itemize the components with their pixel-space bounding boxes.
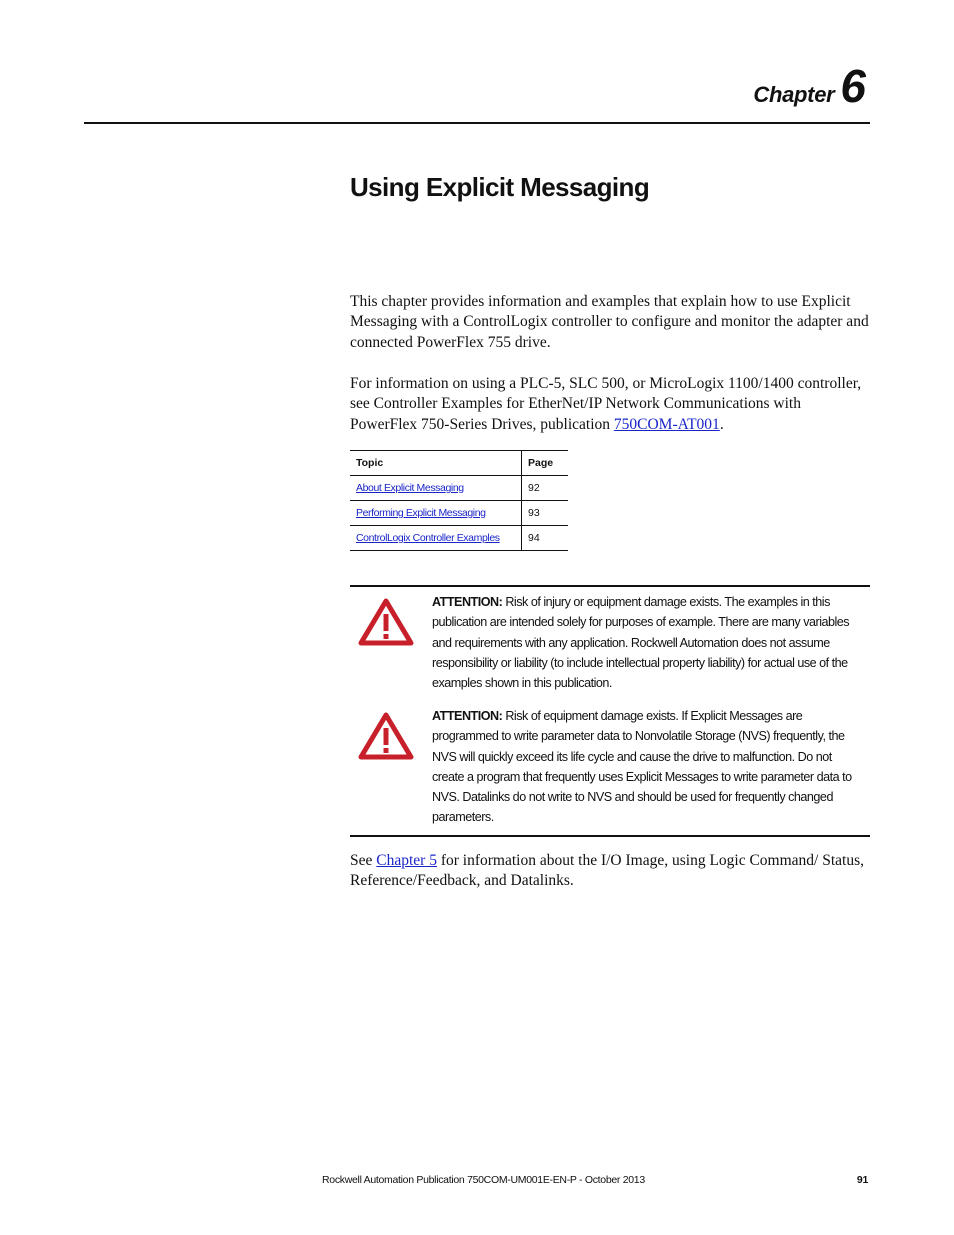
intro-paragraph: This chapter provides information and examples that explain how to use Explicit Messaging with a ControlLogix controller to configure and monitor the adapter and connected PowerFlex 755 drive.	[350, 293, 869, 351]
table-row	[350, 501, 568, 526]
attention-text: Risk of equipment damage exists. If Explicit Messages are programmed to write parameter data to Nonvolatile Storage (NVS) frequently, the NVS will quickly exceed its life cycle and cause the drive to malfunction. Do not create a program that frequently uses Explicit Messages to write parameter data to NVS. Datalinks do not write to NVS and should be used for frequently changed parameters.	[432, 709, 852, 825]
attention-note-1	[432, 592, 864, 693]
see-before: See	[350, 852, 377, 869]
page-header: Page	[522, 451, 569, 476]
topic-header: Topic	[350, 451, 522, 476]
attention-label: ATTENTION:	[432, 595, 503, 609]
topic-page: 93	[522, 501, 569, 526]
publication-link[interactable]: 750COM-AT001	[613, 415, 720, 433]
info-text: For information on using a PLC-5, SLC 500, or MicroLogix 1100/1400 controller, see Controller Examples for EtherNet/IP Network Communications with PowerFlex 750-Series Drives, publication	[350, 375, 862, 433]
attention-label: ATTENTION:	[432, 709, 503, 723]
topic-table	[350, 450, 568, 551]
topic-page: 94	[522, 526, 569, 551]
chapter-5-link[interactable]: Chapter 5	[376, 852, 437, 869]
topic-link-about-explicit-messaging[interactable]: About Explicit Messaging	[356, 482, 464, 494]
info-paragraph	[350, 374, 870, 435]
topic-link-performing-explicit-messaging[interactable]: Performing Explicit Messaging	[356, 507, 486, 519]
chapter-heading	[753, 60, 866, 112]
page-title: Using Explicit Messaging	[350, 172, 650, 202]
chapter-label: Chapter	[753, 82, 835, 107]
see-paragraph	[350, 851, 870, 892]
attention-text: Risk of injury or equipment damage exists. The examples in this publication are intended solely for purposes of example. There are many variables and requirements with any application. Rockwell Automation does not assume responsibility or liability (to include intellectual property liability) for actual use of the examples shown in this publication.	[432, 595, 850, 691]
see-after: for information about the I/O Image, using Logic Command/ Status, Reference/Feedback, and Datalinks.	[350, 852, 865, 890]
chapter-number: 6	[840, 60, 866, 112]
attention-note-2	[432, 706, 864, 828]
info-end: .	[719, 415, 724, 433]
warning-triangle-icon	[358, 712, 414, 760]
topic-link-controllogix-examples[interactable]: ControlLogix Controller Examples	[356, 532, 500, 544]
topic-page: 92	[522, 476, 569, 501]
footer-page-number: 91	[856, 1174, 868, 1186]
table-row	[350, 476, 568, 501]
footer-publication: Rockwell Automation Publication 750COM-UM001E-EN-P - October 2013	[322, 1174, 645, 1186]
table-row	[350, 526, 568, 551]
topic-table-header	[350, 451, 568, 476]
header-rule	[84, 122, 870, 124]
warning-triangle-icon	[358, 598, 414, 646]
